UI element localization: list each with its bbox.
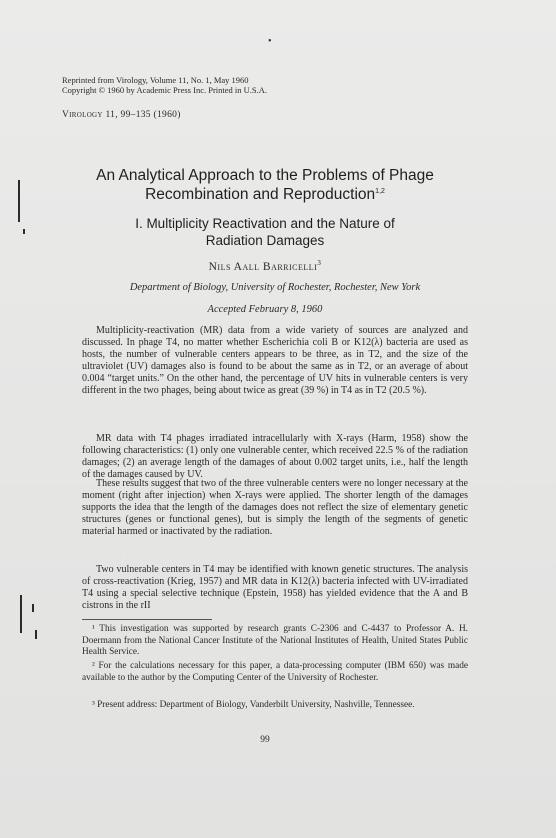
margin-pencil-mark bbox=[35, 630, 37, 639]
margin-pencil-mark bbox=[18, 180, 20, 222]
title-line-1: An Analytical Approach to the Problems of Phage bbox=[96, 167, 434, 184]
author-name: Nils Aall Barricelli bbox=[208, 261, 318, 273]
subtitle-line-2: Radiation Damages bbox=[205, 233, 325, 248]
top-mark: • bbox=[268, 36, 272, 47]
abstract-paragraph-2: MR data with T4 phages irradiated intracellularly with X-rays (Harm, 1958) show the following characteristics: (1) only one vulnerable center, which received 22.5 % of the radiation damages; (2) an average length of the damages of about 0.002 target units, i.e., half the length of the damages caused by UV. bbox=[82, 433, 468, 480]
title-line-2-text: Recombination and Reproduction bbox=[145, 186, 376, 203]
author-footnote-marker: 3 bbox=[317, 259, 322, 268]
copyright-line: Copyright © 1960 by Academic Press Inc. Printed in U.S.A. bbox=[62, 85, 268, 95]
abstract-paragraph-3: These results suggest that two of the three vulnerable centers were no longer necessary at the moment (right after injection) when X-rays were applied. The shorter length of the damages supports the idea that the length of the damages does not reflect the size of elementary genetic structures (genes or functional genes), but is simply the length of the segments of genetic material harmed or inactivated by the radiation. bbox=[82, 478, 468, 537]
footnote-rule bbox=[82, 619, 212, 620]
margin-pencil-mark bbox=[23, 229, 25, 234]
title-footnote-marker: 1,2 bbox=[375, 187, 385, 195]
author bbox=[40, 261, 490, 273]
margin-pencil-mark bbox=[20, 595, 22, 633]
footnote-1: ¹ This investigation was supported by research grants C-2306 and C-4437 to Professor A. H. Doermann from the National Cancer Institute of the National Institutes of Health, United States Public Health Service. bbox=[82, 624, 468, 657]
subtitle-line-1: I. Multiplicity Reactivation and the Nature of bbox=[135, 216, 395, 231]
citation-journal: Virology bbox=[62, 110, 103, 120]
reprint-line: Reprinted from Virology, Volume 11, No. 1, May 1960 bbox=[62, 75, 249, 85]
margin-pencil-mark bbox=[32, 604, 34, 612]
page-number: 99 bbox=[260, 735, 270, 745]
citation-volume-pages: 11, 99–135 (1960) bbox=[105, 110, 181, 120]
journal-citation bbox=[62, 110, 181, 120]
affiliation: Department of Biology, University of Rochester, Rochester, New York bbox=[129, 282, 421, 293]
body-paragraph-1: Two vulnerable centers in T4 may be identified with known genetic structures. The analysis of cross-reactivation (Krieg, 1957) and MR data in K12(λ) bacteria infected with UV-irradiated T4 using a special selective technique (Epstein, 1958) has yielded evidence that the A and B cistrons in the rII bbox=[82, 564, 468, 611]
footnote-3: ³ Present address: Department of Biology, Vanderbilt University, Nashville, Tennessee. bbox=[92, 700, 415, 710]
abstract-paragraph-1: Multiplicity-reactivation (MR) data from a wide variety of sources are analyzed and discussed. In phage T4, no matter whether Escherichia coli B or K12(λ) bacteria are used as hosts, the number of vulnerable centers appears to be three, as in T2, and the size of the ultraviolet (UV) damages also is found to be about the same as in T2, or an average of about 0.004 “target units.” On the other hand, the percentage of UV hits in vulnerable centers is very different in the two phages, being about twice as great (39 %) in T4 as in T2 (20.5 %). bbox=[82, 325, 468, 396]
accepted-date: Accepted February 8, 1960 bbox=[207, 304, 323, 315]
footnote-2: ² For the calculations necessary for this paper, a data-processing computer (IBM 650) was made available to the author by the Computing Center of the University of Rochester. bbox=[82, 661, 468, 683]
title-line-2 bbox=[40, 185, 490, 204]
